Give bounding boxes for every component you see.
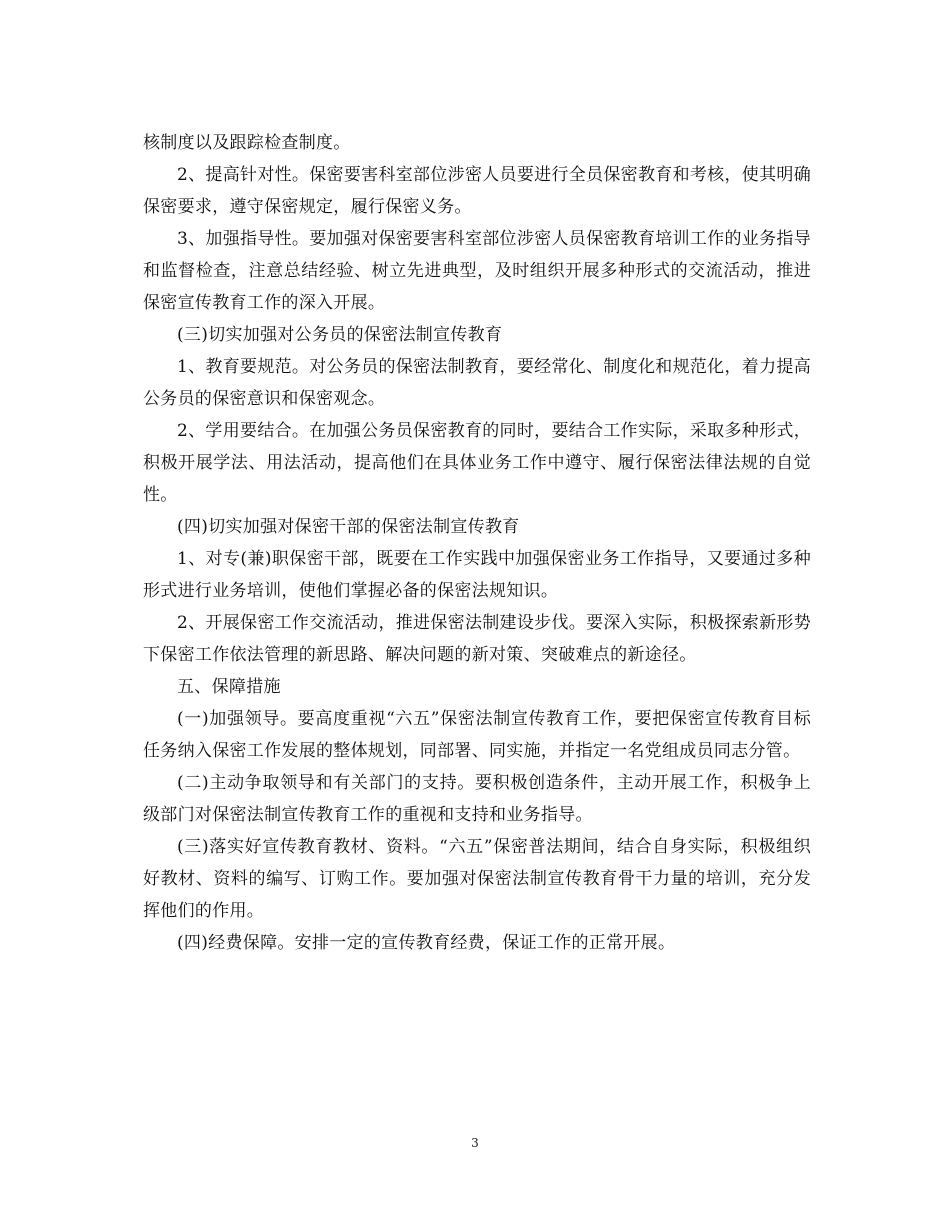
section-heading: (四)切实加强对保密干部的保密法制宣传教育 <box>177 517 520 537</box>
paragraph: 核制度以及跟踪检查制度。 <box>143 133 351 153</box>
paragraph: (一)加强领导。要高度重视“六五”保密法制宣传教育工作，要把保密宣传教育目标任务纳入保密工作发展的整体规划，同部署、同实施，并指定一名党组成员同志分管。 <box>143 709 811 761</box>
section-heading: 五、保障措施 <box>177 677 281 697</box>
paragraph: 2、学用要结合。在加强公务员保密教育的同时，要结合工作实际，采取多种形式，积极开展学法、用法活动，提高他们在具体业务工作中遵守、履行保密法律法规的自觉性。 <box>143 421 811 505</box>
paragraph: 2、开展保密工作交流活动，推进保密法制建设步伐。要深入实际，积极探索新形势下保密工作依法管理的新思路、解决问题的新对策、突破难点的新途径。 <box>143 613 811 665</box>
document-body <box>143 127 811 959</box>
page-number: 3 <box>471 1136 479 1150</box>
section-heading: (三)切实加强对公务员的保密法制宣传教育 <box>177 325 503 345</box>
paragraph: (三)落实好宣传教育教材、资料。“六五”保密普法期间，结合自身实际，积极组织好教材、资料的编写、订购工作。要加强对保密法制宣传教育骨干力量的培训，充分发挥他们的作用。 <box>143 837 811 921</box>
paragraph: 2、提高针对性。保密要害科室部位涉密人员要进行全员保密教育和考核，使其明确保密要求，遵守保密规定，履行保密义务。 <box>143 165 811 217</box>
paragraph: (四)经费保障。安排一定的宣传教育经费，保证工作的正常开展。 <box>177 933 676 953</box>
paragraph: 1、对专(兼)职保密干部，既要在工作实践中加强保密业务工作指导，又要通过多种形式进行业务培训，使他们掌握必备的保密法规知识。 <box>143 549 811 601</box>
paragraph: 1、教育要规范。对公务员的保密法制教育，要经常化、制度化和规范化，着力提高公务员的保密意识和保密观念。 <box>143 357 811 409</box>
paragraph: (二)主动争取领导和有关部门的支持。要积极创造条件，主动开展工作，积极争上级部门对保密法制宣传教育工作的重视和支持和业务指导。 <box>143 773 811 825</box>
paragraph: 3、加强指导性。要加强对保密要害科室部位涉密人员保密教育培训工作的业务指导和监督检查，注意总结经验、树立先进典型，及时组织开展多种形式的交流活动，推进保密宣传教育工作的深入开展。 <box>143 229 811 313</box>
